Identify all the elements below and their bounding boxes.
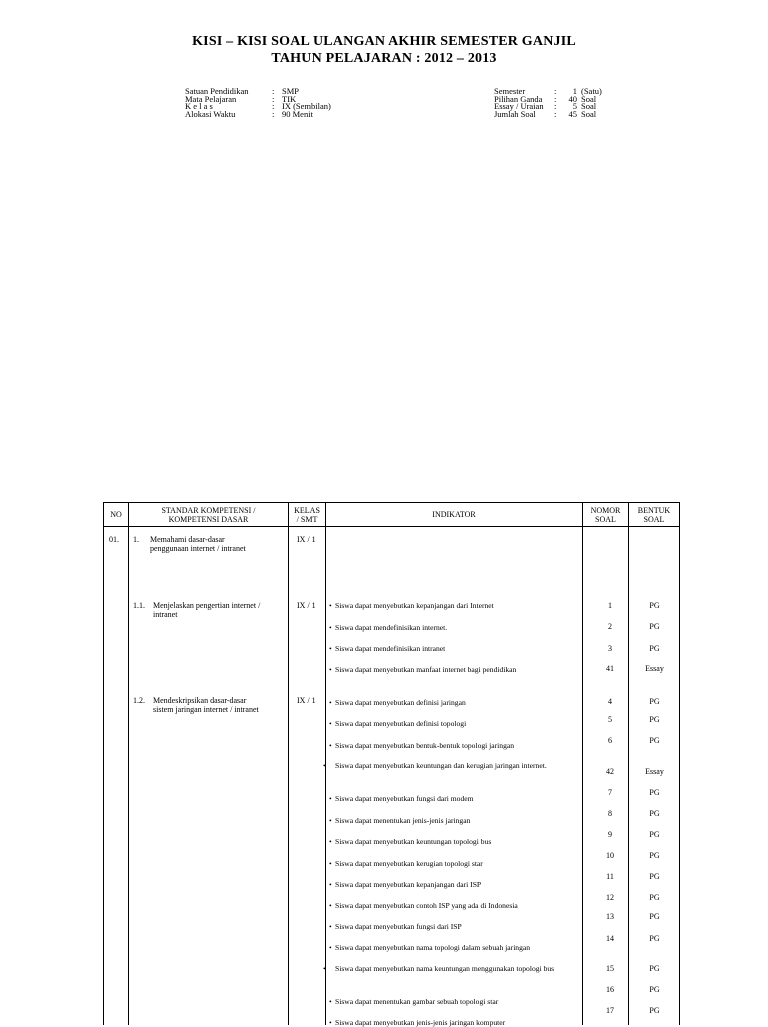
nomor-soal: 8 (608, 809, 612, 818)
header-bentuk-line2: SOAL (643, 514, 665, 524)
header-bentuk-soal (629, 503, 680, 527)
header-sk-line2: KOMPETENSI DASAR (168, 514, 249, 524)
indicator-item (329, 720, 579, 728)
bentuk-soal: PG (649, 985, 660, 994)
kisi-kisi-table (103, 502, 680, 1025)
meta-unit: (Satu) (581, 86, 602, 96)
indicator-item (329, 699, 579, 707)
meta-label: Pilihan Ganda (494, 93, 543, 104)
nomor-soal: 4 (608, 697, 612, 706)
meta-label: K e l a s (185, 101, 213, 112)
bullet-icon: • (329, 719, 332, 728)
kd-text-line1: Menjelaskan pengertian internet / (153, 601, 261, 610)
bullet-icon: • (329, 1018, 332, 1027)
indicator-item (323, 964, 585, 973)
bullet-icon: • (329, 816, 332, 825)
indicator-text: Siswa dapat menyebutkan bentuk-bentuk topologi jaringan (335, 741, 515, 750)
meta-sep: : (554, 93, 557, 104)
indicator-item (329, 817, 579, 825)
nomor-soal: 6 (608, 736, 612, 745)
cell-nomor-soal (583, 527, 629, 1026)
bentuk-soal: PG (649, 715, 660, 724)
indicator-text: Siswa dapat menyebutkan definisi jaringan (335, 698, 466, 707)
bentuk-soal: PG (649, 601, 660, 610)
indicator-item (323, 761, 585, 770)
nomor-soal: 10 (606, 851, 614, 860)
kd-text-line1: Mendeskripsikan dasar-dasar (153, 696, 247, 705)
indicator-text: Siswa dapat menyebutkan jenis-jenis jaringan komputer (335, 1018, 506, 1027)
header-indikator: INDIKATOR (326, 503, 583, 527)
bullet-icon: • (329, 665, 332, 674)
nomor-soal: 16 (606, 985, 614, 994)
meta-sep: : (554, 86, 557, 96)
table-header-row (104, 503, 680, 527)
bentuk-soal: PG (649, 912, 660, 921)
indicator-text: Siswa dapat menyebutkan fungsi dari modem (335, 794, 474, 803)
bentuk-soal: PG (649, 736, 660, 745)
nomor-soal: 11 (606, 872, 614, 881)
header-no: NO (104, 503, 129, 527)
indicator-item (329, 902, 579, 910)
bullet-icon: • (329, 901, 332, 910)
bentuk-soal: PG (649, 872, 660, 881)
kd-number: 1.2. (133, 696, 145, 705)
sk-text-line1: Memahami dasar-dasar (150, 535, 225, 544)
indicator-item (329, 742, 579, 750)
kelas-value: IX / 1 (297, 601, 316, 610)
header-kelas-line1: KELAS (294, 505, 320, 515)
nomor-soal: 13 (606, 912, 614, 921)
nomor-soal: 17 (606, 1006, 614, 1015)
indicator-text: Siswa dapat menyebutkan keuntungan dan kerugian jaringan internet. (335, 761, 547, 770)
meta-value: 1 (572, 86, 577, 96)
indicator-text: Siswa dapat menyebutkan kepanjangan dari ISP (335, 880, 482, 889)
bullet-icon: • (329, 997, 332, 1006)
bentuk-soal: PG (649, 809, 660, 818)
indicator-item (329, 645, 579, 653)
nomor-soal: 5 (608, 715, 612, 724)
bentuk-soal: PG (649, 644, 660, 653)
indicator-item (329, 624, 579, 632)
meta-sep: : (554, 108, 557, 119)
sk-text-line2: penggunaan internet / intranet (150, 544, 246, 553)
indicator-text: Siswa dapat menentukan gambar sebuah topologi star (335, 997, 499, 1006)
bullet-icon: • (329, 601, 332, 610)
bentuk-soal: PG (649, 788, 660, 797)
kd-number: 1.1. (133, 601, 145, 610)
indicator-text: Siswa dapat menyebutkan nama topologi dalam sebuah jaringan (335, 943, 531, 952)
kelas-value: IX / 1 (297, 696, 316, 705)
indicator-item (329, 838, 579, 846)
meta-value: 90 Menit (282, 108, 313, 119)
meta-sep: : (272, 86, 275, 96)
bentuk-soal: Essay (645, 767, 664, 776)
indicator-text: Siswa dapat menyebutkan kepanjangan dari Internet (335, 601, 494, 610)
bullet-icon: • (329, 880, 332, 889)
bentuk-soal: PG (649, 893, 660, 902)
bullet-icon: • (329, 623, 332, 632)
indicator-item (329, 944, 579, 952)
indicator-item (329, 923, 579, 931)
bullet-icon: • (329, 943, 332, 952)
meta-row (494, 108, 602, 119)
meta-right (494, 88, 602, 118)
indicator-item (329, 881, 579, 889)
meta-label: Semester (494, 86, 526, 96)
indicator-text: Siswa dapat menyebutkan keuntungan topologi bus (335, 837, 492, 846)
bullet-icon: • (329, 644, 332, 653)
indicator-item (329, 1019, 579, 1027)
bentuk-soal: PG (649, 697, 660, 706)
bentuk-soal: Essay (645, 664, 664, 673)
indicator-item (329, 860, 579, 868)
nomor-soal: 7 (608, 788, 612, 797)
meta-value: SMP (282, 86, 300, 96)
bullet-icon: • (323, 964, 326, 973)
indicator-text: Siswa dapat menyebutkan fungsi dari ISP (335, 922, 462, 931)
nomor-soal: 2 (608, 622, 612, 631)
bentuk-soal: PG (649, 1006, 660, 1015)
indicator-text: Siswa dapat mendefinisikan internet. (335, 623, 448, 632)
bentuk-soal: PG (649, 830, 660, 839)
bullet-icon: • (323, 761, 326, 770)
document-title: KISI – KISI SOAL ULANGAN AKHIR SEMESTER GANJIL (192, 34, 576, 49)
sk-number: 1. (133, 535, 139, 544)
bullet-icon: • (329, 837, 332, 846)
nomor-soal: 14 (606, 934, 614, 943)
header-nomor-line2: SOAL (595, 514, 616, 524)
bullet-icon: • (329, 859, 332, 868)
meta-label: Alokasi Waktu (185, 108, 236, 119)
meta-label: Mata Pelajaran (185, 93, 237, 104)
kd-text-line2: sistem jaringan internet / intranet (153, 705, 259, 714)
meta-unit: Soal (581, 108, 597, 119)
nomor-soal: 41 (606, 664, 614, 673)
indicator-text: Siswa dapat menyebutkan manfaat internet bagi pendidikan (335, 665, 517, 674)
bentuk-soal: PG (649, 934, 660, 943)
cell-kelas (289, 527, 326, 1026)
bentuk-soal: PG (649, 851, 660, 860)
meta-value: IX (Sembilan) (282, 101, 331, 112)
meta-sep: : (554, 101, 557, 112)
meta-row (185, 108, 331, 119)
meta-left (185, 88, 331, 118)
indicator-item (329, 998, 579, 1006)
nomor-soal: 42 (606, 767, 614, 776)
indicator-item (329, 795, 579, 803)
document-subtitle: TAHUN PELAJARAN : 2012 – 2013 (271, 51, 497, 66)
header-nomor-soal (583, 503, 629, 527)
bentuk-soal: PG (649, 964, 660, 973)
bullet-icon: • (329, 794, 332, 803)
meta-label: Satuan Pendidikan (185, 86, 249, 96)
kelas-value: IX / 1 (297, 535, 316, 544)
header-kelas-line2: / SMT (296, 514, 318, 524)
nomor-soal: 9 (608, 830, 612, 839)
meta-sep: : (272, 108, 275, 119)
header-bentuk-line1: BENTUK (637, 505, 671, 515)
indicator-text: Siswa dapat menyebutkan kerugian topologi star (335, 859, 483, 868)
meta-label: Essay / Uraian (494, 101, 544, 112)
bentuk-soal: PG (649, 622, 660, 631)
bullet-icon: • (329, 922, 332, 931)
kd-text-line2: intranet (153, 610, 178, 619)
meta-value: TIK (282, 93, 297, 104)
row-number: 01. (109, 535, 119, 544)
nomor-soal: 3 (608, 644, 612, 653)
indicator-item (329, 666, 579, 674)
cell-no (104, 527, 129, 1026)
indicator-item (329, 602, 579, 610)
meta-label: Jumlah Soal (494, 108, 536, 119)
meta-value: 45 (568, 108, 577, 119)
cell-indikator (323, 527, 583, 1027)
header-kelas (289, 503, 326, 527)
cell-standar-kompetensi (129, 527, 289, 1026)
indicator-text: Siswa dapat mendefinisikan intranet (335, 644, 446, 653)
meta-sep: : (272, 93, 275, 104)
header-sk-line1: STANDAR KOMPETENSI / (161, 505, 256, 515)
nomor-soal: 15 (606, 964, 614, 973)
indicator-text: Siswa dapat menentukan jenis-jenis jaringan (335, 816, 471, 825)
cell-bentuk-soal (629, 527, 680, 1026)
meta-unit: Soal (581, 93, 597, 104)
bullet-icon: • (329, 741, 332, 750)
meta-unit: Soal (581, 101, 597, 112)
meta-sep: : (272, 101, 275, 112)
header-nomor-line1: NOMOR (590, 505, 621, 515)
nomor-soal: 12 (606, 893, 614, 902)
indicator-text: Siswa dapat menyebutkan definisi topologi (335, 719, 467, 728)
table-row (104, 527, 680, 1026)
nomor-soal: 1 (608, 601, 612, 610)
header-standar-kompetensi (129, 503, 289, 527)
meta-value: 5 (572, 101, 577, 112)
indicator-text: Siswa dapat menyebutkan nama keuntungan menggunakan topologi bus (335, 964, 555, 973)
meta-value: 40 (568, 93, 577, 104)
bullet-icon: • (329, 698, 332, 707)
indicator-text: Siswa dapat menyebutkan contoh ISP yang ada di Indonesia (335, 901, 518, 910)
